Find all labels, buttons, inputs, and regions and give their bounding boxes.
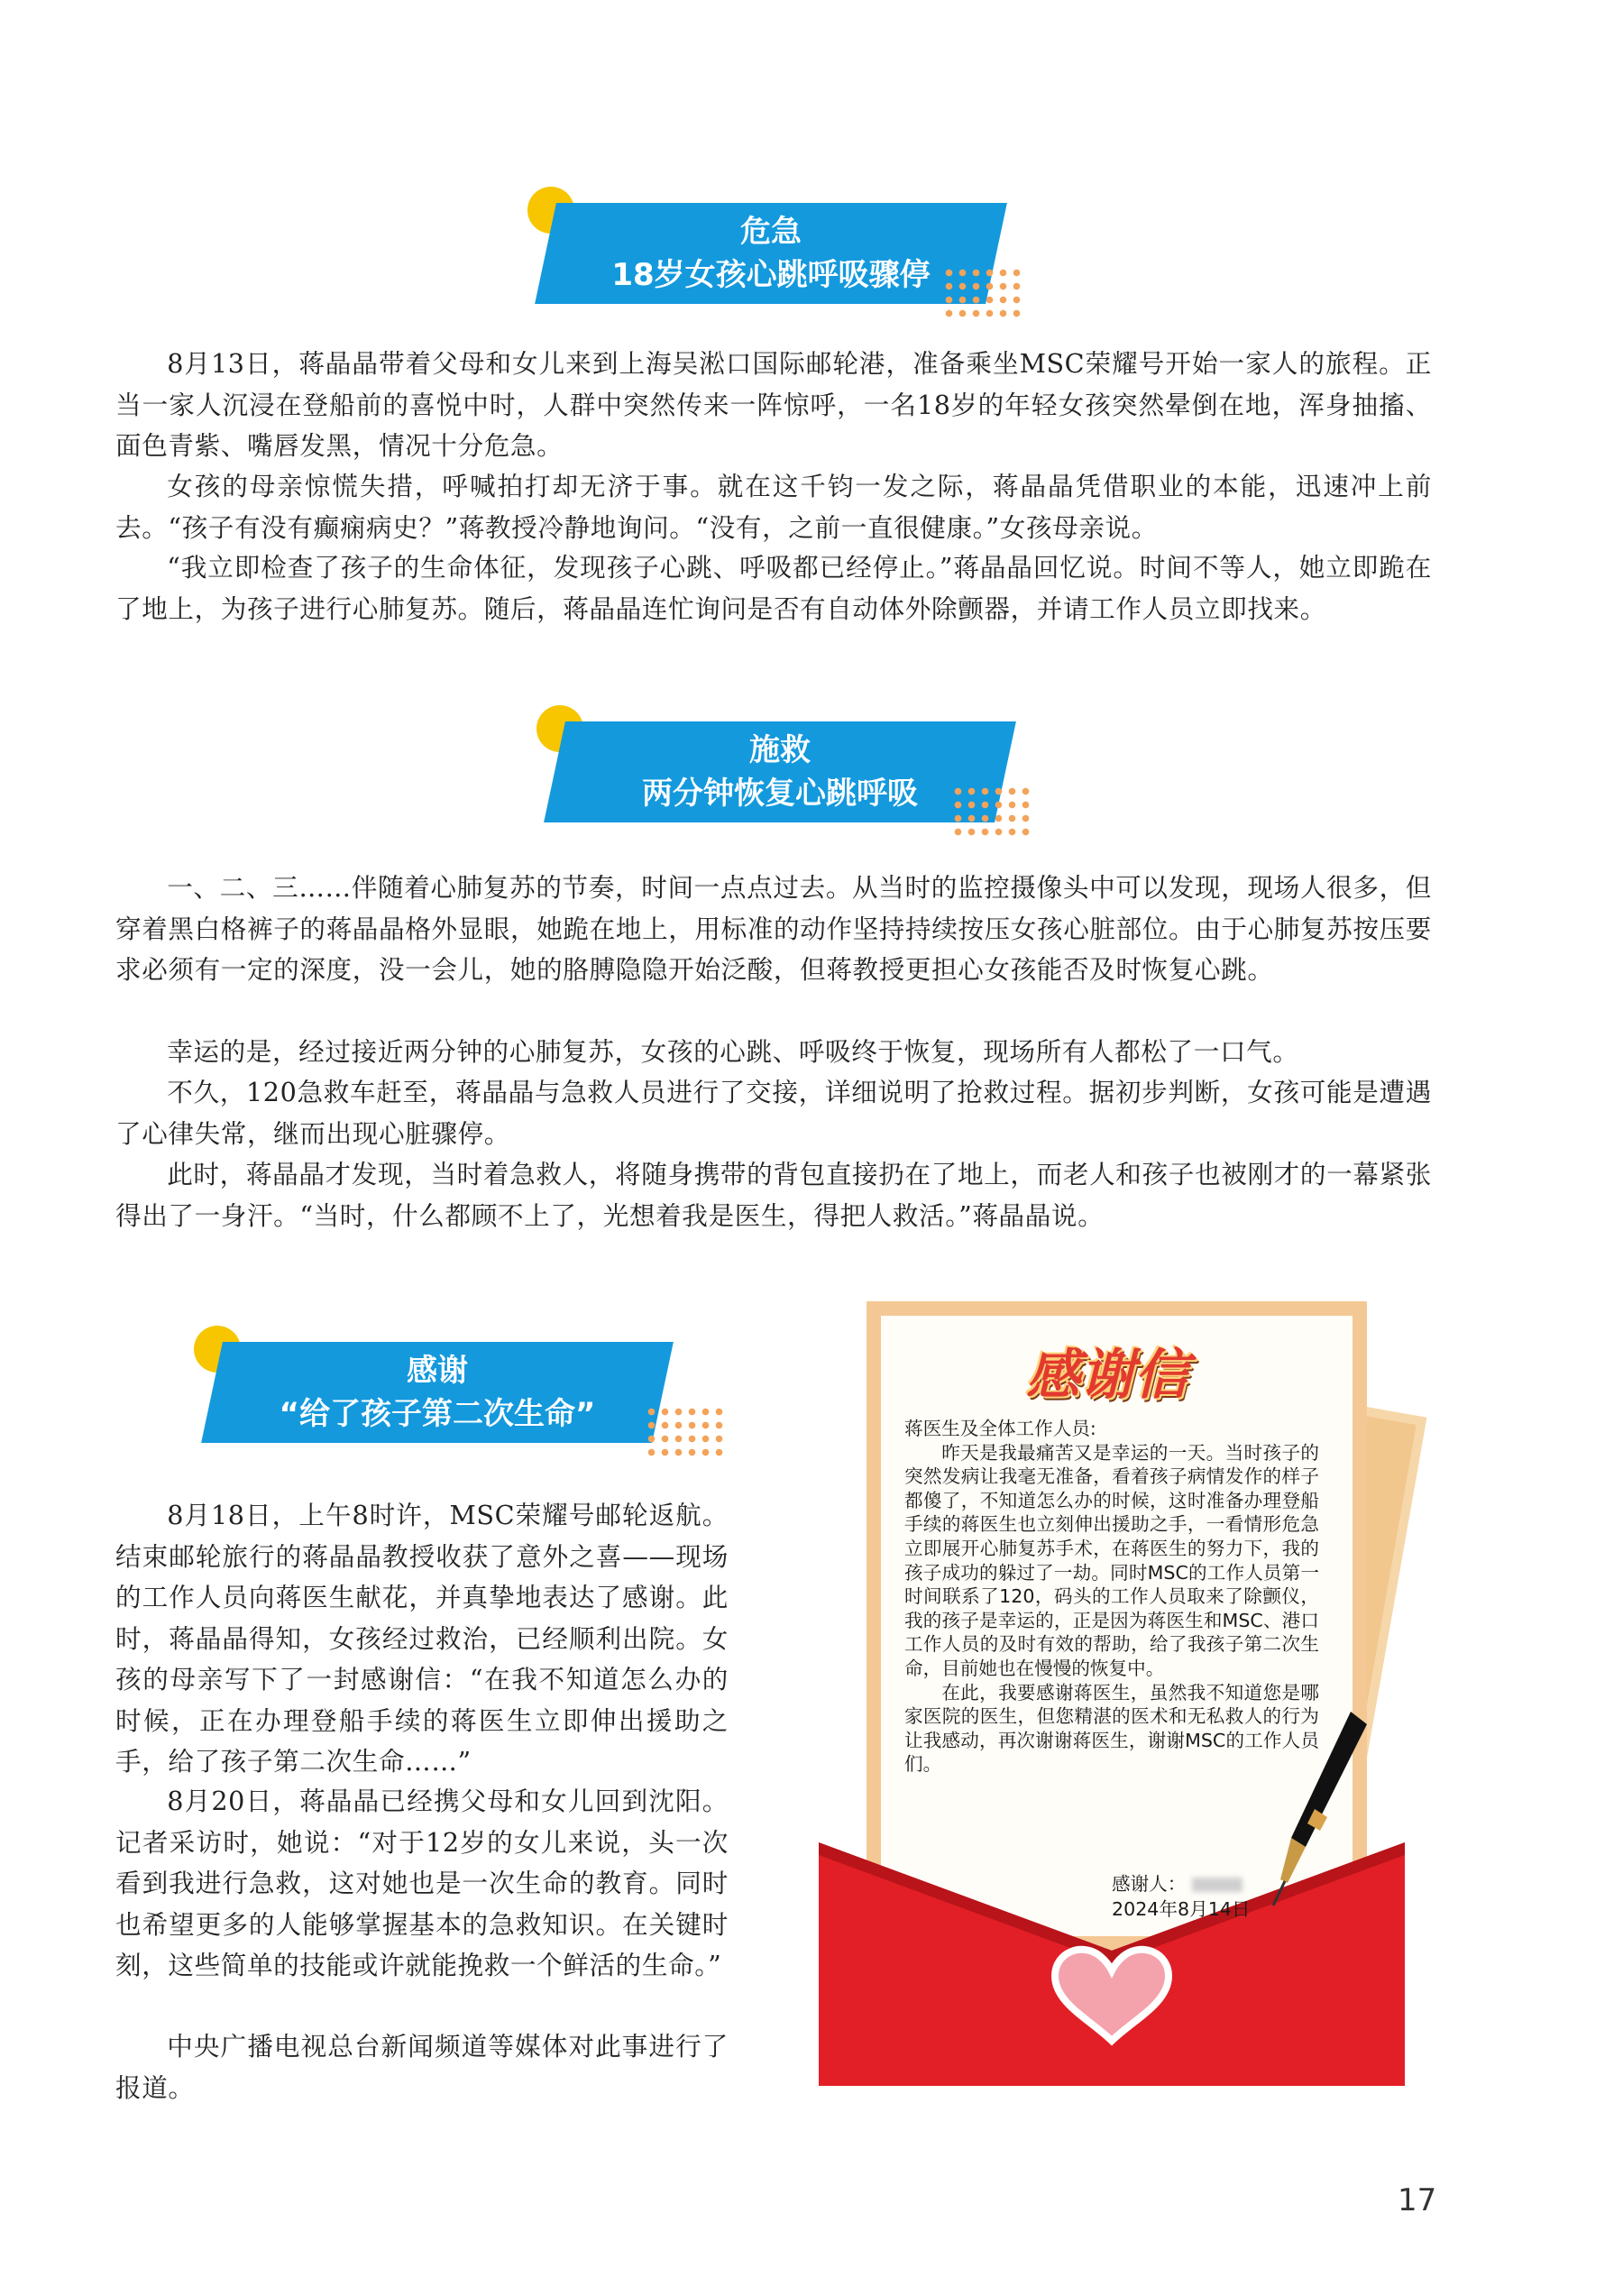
letter-paragraph: 昨天是我最痛苦又是幸运的一天。当时孩子的突然发病让我毫无准备，看着孩子病情发作的样子都傻了，不知道怎么办的时候，这时准备办理登船手续的蒋医生也立刻伸出援助之手，一看情形危急立即展开心肺复苏手术，在蒋医生的努力下，我的孩子成功的躲过了一劫。同时MSC的工作人员第一时间联系了120，码头的工作人员取来了除颤仪，我的孩子是幸运的，正是因为蒋医生和MSC、港口工作人员的及时有效的帮助，给了我孩子第二次生命，目前她也在慢慢的恢复中。	[904, 1441, 1319, 1679]
section-heading-emergency	[546, 203, 996, 304]
letter-date: 2024年8月14日	[1112, 1898, 1251, 1920]
paragraph: 8月13日，蒋晶晶带着父母和女儿来到上海吴淞口国际邮轮港，准备乘坐MSC荣耀号开始一家人的旅程。正当一家人沉浸在登船前的喜悦中时，人群中突然传来一阵惊呼，一名18岁的年轻女孩突然晕倒在地，浑身抽搐、面色青紫、嘴唇发黑，情况十分危急。	[115, 348, 1432, 461]
paragraph: 此时，蒋晶晶才发现，当时着急救人，将随身携带的背包直接扔在了地上，而老人和孩子也被刚才的一幕紧张得出了一身汗。“当时，什么都顾不上了，光想着我是医生，得把人救活。”蒋晶晶说。	[115, 1159, 1432, 1231]
letter-paragraph: 在此，我要感谢蒋医生，虽然我不知道您是哪家医院的医生，但您精湛的医术和无私救人的行为让我感动，再次谢谢蒋医生，谢谢MSC的工作人员们。	[904, 1681, 1319, 1776]
orange-dots-decoration	[645, 1405, 726, 1461]
orange-dots-decoration	[951, 785, 1032, 840]
heading-text	[546, 203, 996, 304]
signature-label: 感谢人：	[1112, 1873, 1187, 1895]
heading-line1: 感谢	[407, 1353, 468, 1389]
letter-title: 感谢信	[1026, 1344, 1188, 1407]
paragraph: 中央广播电视总台新闻频道等媒体对此事进行了报道。	[115, 2031, 729, 2103]
paragraph: 女孩的母亲惊慌失措，呼喊拍打却无济于事。就在这千钧一发之际，蒋晶晶凭借职业的本能，迅速冲上前去。“孩子有没有癫痫病史？”蒋教授冷静地询问。“没有，之前一直很健康。”女孩母亲说。	[115, 471, 1432, 543]
paragraph: 幸运的是，经过接近两分钟的心肺复苏，女孩的心跳、呼吸终于恢复，现场所有人都松了一口气。	[167, 1036, 1299, 1067]
blurred-name	[1192, 1878, 1242, 1892]
heading-line1: 施救	[749, 732, 811, 768]
heading-line2: 两分钟恢复心跳呼吸	[642, 776, 918, 812]
heading-text	[212, 1342, 663, 1443]
section-heading-thanks	[212, 1342, 663, 1443]
section-heading-rescue	[555, 721, 1005, 822]
orange-dots-decoration	[942, 266, 1023, 322]
thank-you-letter-illustration	[819, 1301, 1405, 2086]
paragraph: 8月18日，上午8时许，MSC荣耀号邮轮返航。结束邮轮旅行的蒋晶晶教授收获了意外之喜——现场的工作人员向蒋医生献花，并真挚地表达了感谢。此时，蒋晶晶得知，女孩经过救治，已经顺利出院。女孩的母亲写下了一封感谢信：“在我不知道怎么办的时候，正在办理登船手续的蒋医生立即伸出援助之手，给了孩子第二次生命……”	[115, 1500, 729, 1777]
page-number: 17	[1398, 2182, 1437, 2218]
letter-text	[904, 1417, 1319, 1777]
paragraph: 一、二、三……伴随着心肺复苏的节奏，时间一点点过去。从当时的监控摄像头中可以发现，现场人很多，但穿着黑白格裤子的蒋晶晶格外显眼，她跪在地上，用标准的动作坚持持续按压女孩心脏部位。由于心肺复苏按压要求必须有一定的深度，没一会儿，她的胳膊隐隐开始泛酸，但蒋教授更担心女孩能否及时恢复心跳。	[115, 872, 1432, 985]
heading-line2: 18岁女孩心跳呼吸骤停	[611, 257, 931, 293]
heading-text	[555, 721, 1005, 822]
paragraph: 8月20日，蒋晶晶已经携父母和女儿回到沈阳。记者采访时，她说：“对于12岁的女儿来说，头一次看到我进行急救，这对她也是一次生命的教育。同时也希望更多的人能够掌握基本的急救知识。在关键时刻，这些简单的技能或许就能挽救一个鲜活的生命。”	[115, 1786, 729, 1980]
heading-line2: “给了孩子第二次生命”	[279, 1396, 596, 1432]
paragraph: “我立即检查了孩子的生命体征，发现孩子心跳、呼吸都已经停止。”蒋晶晶回忆说。时间不等人，她立即跪在了地上，为孩子进行心肺复苏。随后，蒋晶晶连忙询问是否有自动体外除颤器，并请工作人员立即找来。	[115, 552, 1432, 624]
paragraph: 不久，120急救车赶至，蒋晶晶与急救人员进行了交接，详细说明了抢救过程。据初步判断，女孩可能是遭遇了心律失常，继而出现心脏骤停。	[115, 1077, 1432, 1149]
heading-line1: 危急	[740, 214, 802, 250]
letter-salutation: 蒋医生及全体工作人员:	[904, 1418, 1096, 1439]
fountain-pen-icon	[1261, 1712, 1369, 1910]
